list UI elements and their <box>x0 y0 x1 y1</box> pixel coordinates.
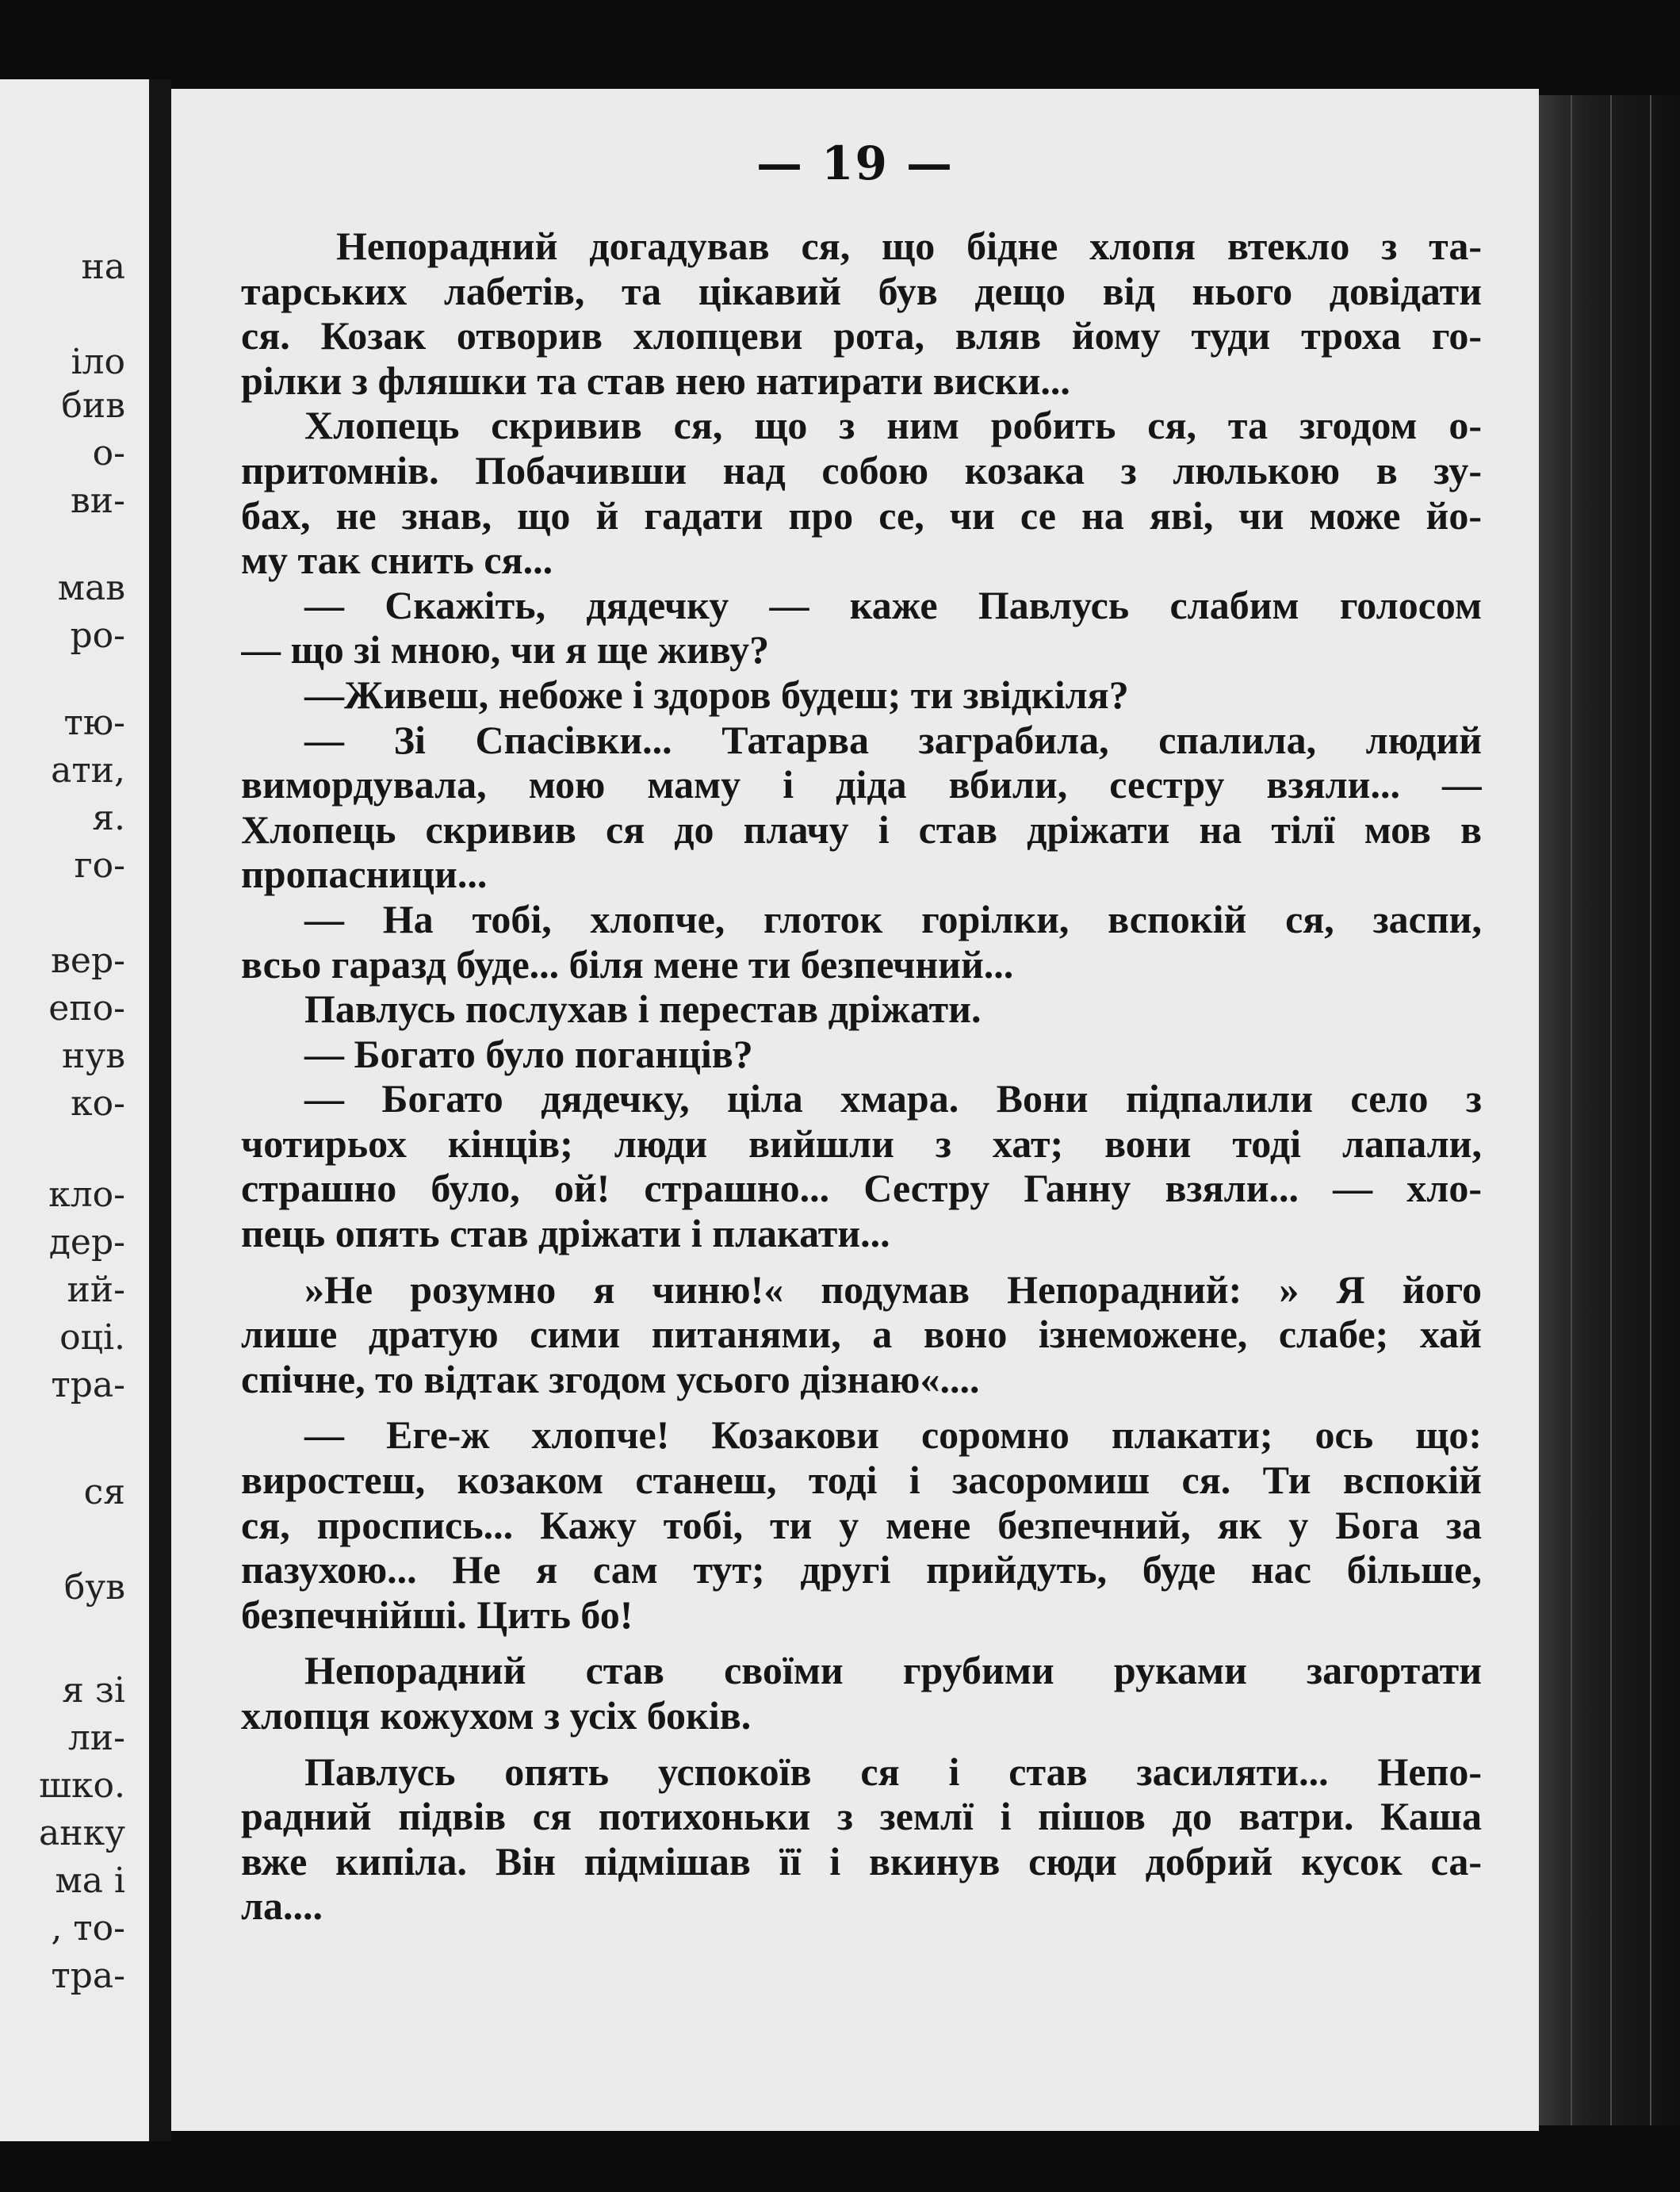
left-page-fragment: був <box>63 1567 125 1608</box>
left-page-fragment: дер- <box>48 1222 125 1263</box>
text-line: ся. Козак отворив хлопцеви рота, вляв йому туди троха го- <box>241 313 1482 358</box>
text-line: чотирьох кінців; люди вийшли з хат; вони тоді лапали, <box>241 1121 1482 1166</box>
page-number: — 19 — <box>756 136 955 190</box>
left-page-fragment: ма і <box>55 1861 125 1901</box>
text-line: хлопця кожухом з усіх боків. <box>241 1693 752 1738</box>
left-page-fragment: бив <box>61 385 125 426</box>
left-page-fragment: о- <box>92 433 125 473</box>
left-page-fragment: ати, <box>51 750 125 791</box>
left-page-fragment: тра- <box>51 1956 125 1996</box>
left-page-fragment: на <box>81 247 125 287</box>
left-page-fragment: шко. <box>39 1765 125 1806</box>
text-line: пропасници... <box>241 852 488 897</box>
left-page-fragment: вер- <box>51 941 125 981</box>
text-line: радний підвів ся потихоньки з землї і пішов до ватри. Каша <box>241 1794 1482 1839</box>
text-line: лише дратую сими питанями, а воно ізнеможене, слабе; хай <box>241 1312 1482 1357</box>
text-line: всьо гаразд буде... біля мене ти безпечний... <box>241 941 1014 987</box>
left-page-text-fragments <box>0 79 149 2141</box>
text-line: — Зі Спасівки... Татарва заграбила, спалила, людий <box>304 717 1482 762</box>
text-line: притомнів. Побачивши над собою козака з люлькою в зу- <box>241 447 1482 492</box>
text-line: пазухою... Не я сам тут; другі прийдуть, буде нас більше, <box>241 1547 1482 1592</box>
left-page-fragment: ли- <box>67 1718 125 1758</box>
book-page-edges <box>1539 95 1680 2125</box>
text-line: Павлусь послухав і перестав дріжати. <box>304 987 982 1032</box>
text-line: виростеш, козаком станеш, тоді і засоромиш ся. Ти вспокій <box>241 1458 1482 1503</box>
text-line: — Богато було поганців? <box>304 1031 753 1076</box>
page-text <box>241 224 1482 1929</box>
text-line: Павлусь опять успокоїв ся і став засиляти... Непо- <box>304 1749 1482 1794</box>
text-line: пець опять став дріжати і плакати... <box>241 1211 890 1256</box>
text-line: »Не розумно я чиню!« подумав Непорадний: » Я його <box>304 1267 1482 1312</box>
text-line: бах, не знав, що й гадати про се, чи се на яві, чи може йо- <box>241 492 1482 538</box>
left-page-fragment: кло- <box>48 1175 125 1215</box>
text-line: ла.... <box>241 1884 323 1929</box>
text-line: му так снить ся... <box>241 538 553 583</box>
text-line: Непорадний став своїми грубими руками загортати <box>304 1648 1482 1693</box>
text-line: ся, проспись... Кажу тобі, ти у мене безпечний, як у Бога за <box>241 1502 1482 1547</box>
text-line: — Еге-ж хлопче! Козакови соромно плакати; ось що: <box>304 1412 1482 1458</box>
left-page-fragment: я зі <box>62 1670 125 1711</box>
left-page-fragment: тю- <box>63 703 125 743</box>
text-line: рілки з фляшки та став нею натирати виски... <box>241 358 1070 403</box>
left-page-fragment: я. <box>92 798 125 838</box>
left-page-fragment: анку <box>39 1813 125 1853</box>
left-page-fragment: ко- <box>71 1083 125 1124</box>
left-page-fragment: ся <box>83 1472 125 1512</box>
left-page-fragment: іло <box>71 342 125 382</box>
text-line: тарських лабетів, та цікавий був дещо від нього довідати <box>241 268 1482 313</box>
left-page <box>0 79 149 2141</box>
book-gutter <box>149 79 171 2141</box>
text-line: Непорадний догадував ся, що бідне хлопя втекло з та- <box>336 224 1482 268</box>
text-line: — Богато дядечку, ціла хмара. Вони підпалили село з <box>304 1076 1482 1121</box>
left-page-fragment: нув <box>62 1036 125 1076</box>
text-line: безпечнійші. Цить бо! <box>241 1592 633 1637</box>
text-line: вимордувала, мою маму і діда вбили, сестру взяли... — <box>241 762 1482 807</box>
left-page-fragment: тра- <box>51 1365 125 1405</box>
text-line: Хлопець скривив ся до плачу і став дріжати на тілї мов в <box>241 807 1482 852</box>
right-page <box>171 89 1539 2131</box>
text-line: —Живеш, небоже і здоров будеш; ти звідкіля? <box>304 672 1129 717</box>
text-line: — На тобі, хлопче, глоток горілки, вспокій ся, заспи, <box>304 896 1482 941</box>
text-line: страшно було, ой! страшно... Сестру Ганну взяли... — хло- <box>241 1166 1482 1211</box>
text-line: спічне, то відтак згодом усього дізнаю«.... <box>241 1356 980 1401</box>
left-page-fragment: ий- <box>67 1270 125 1310</box>
left-page-fragment: ви- <box>71 481 125 521</box>
left-page-fragment: , то- <box>51 1908 125 1949</box>
left-page-fragment: ро- <box>70 615 125 656</box>
text-line: вже кипіла. Він підмішав її і вкинув сюди добрий кусок са- <box>241 1838 1482 1884</box>
text-line: — Скажіть, дядечку — каже Павлусь слабим голосом <box>304 582 1482 627</box>
left-page-fragment: го- <box>74 845 125 886</box>
text-line: Хлопець скривив ся, що з ним робить ся, та згодом о- <box>304 403 1482 448</box>
text-line: — що зі мною, чи я ще живу? <box>241 627 770 673</box>
left-page-fragment: оці. <box>59 1317 125 1358</box>
left-page-fragment: мав <box>57 568 125 608</box>
left-page-fragment: епо- <box>48 988 125 1029</box>
